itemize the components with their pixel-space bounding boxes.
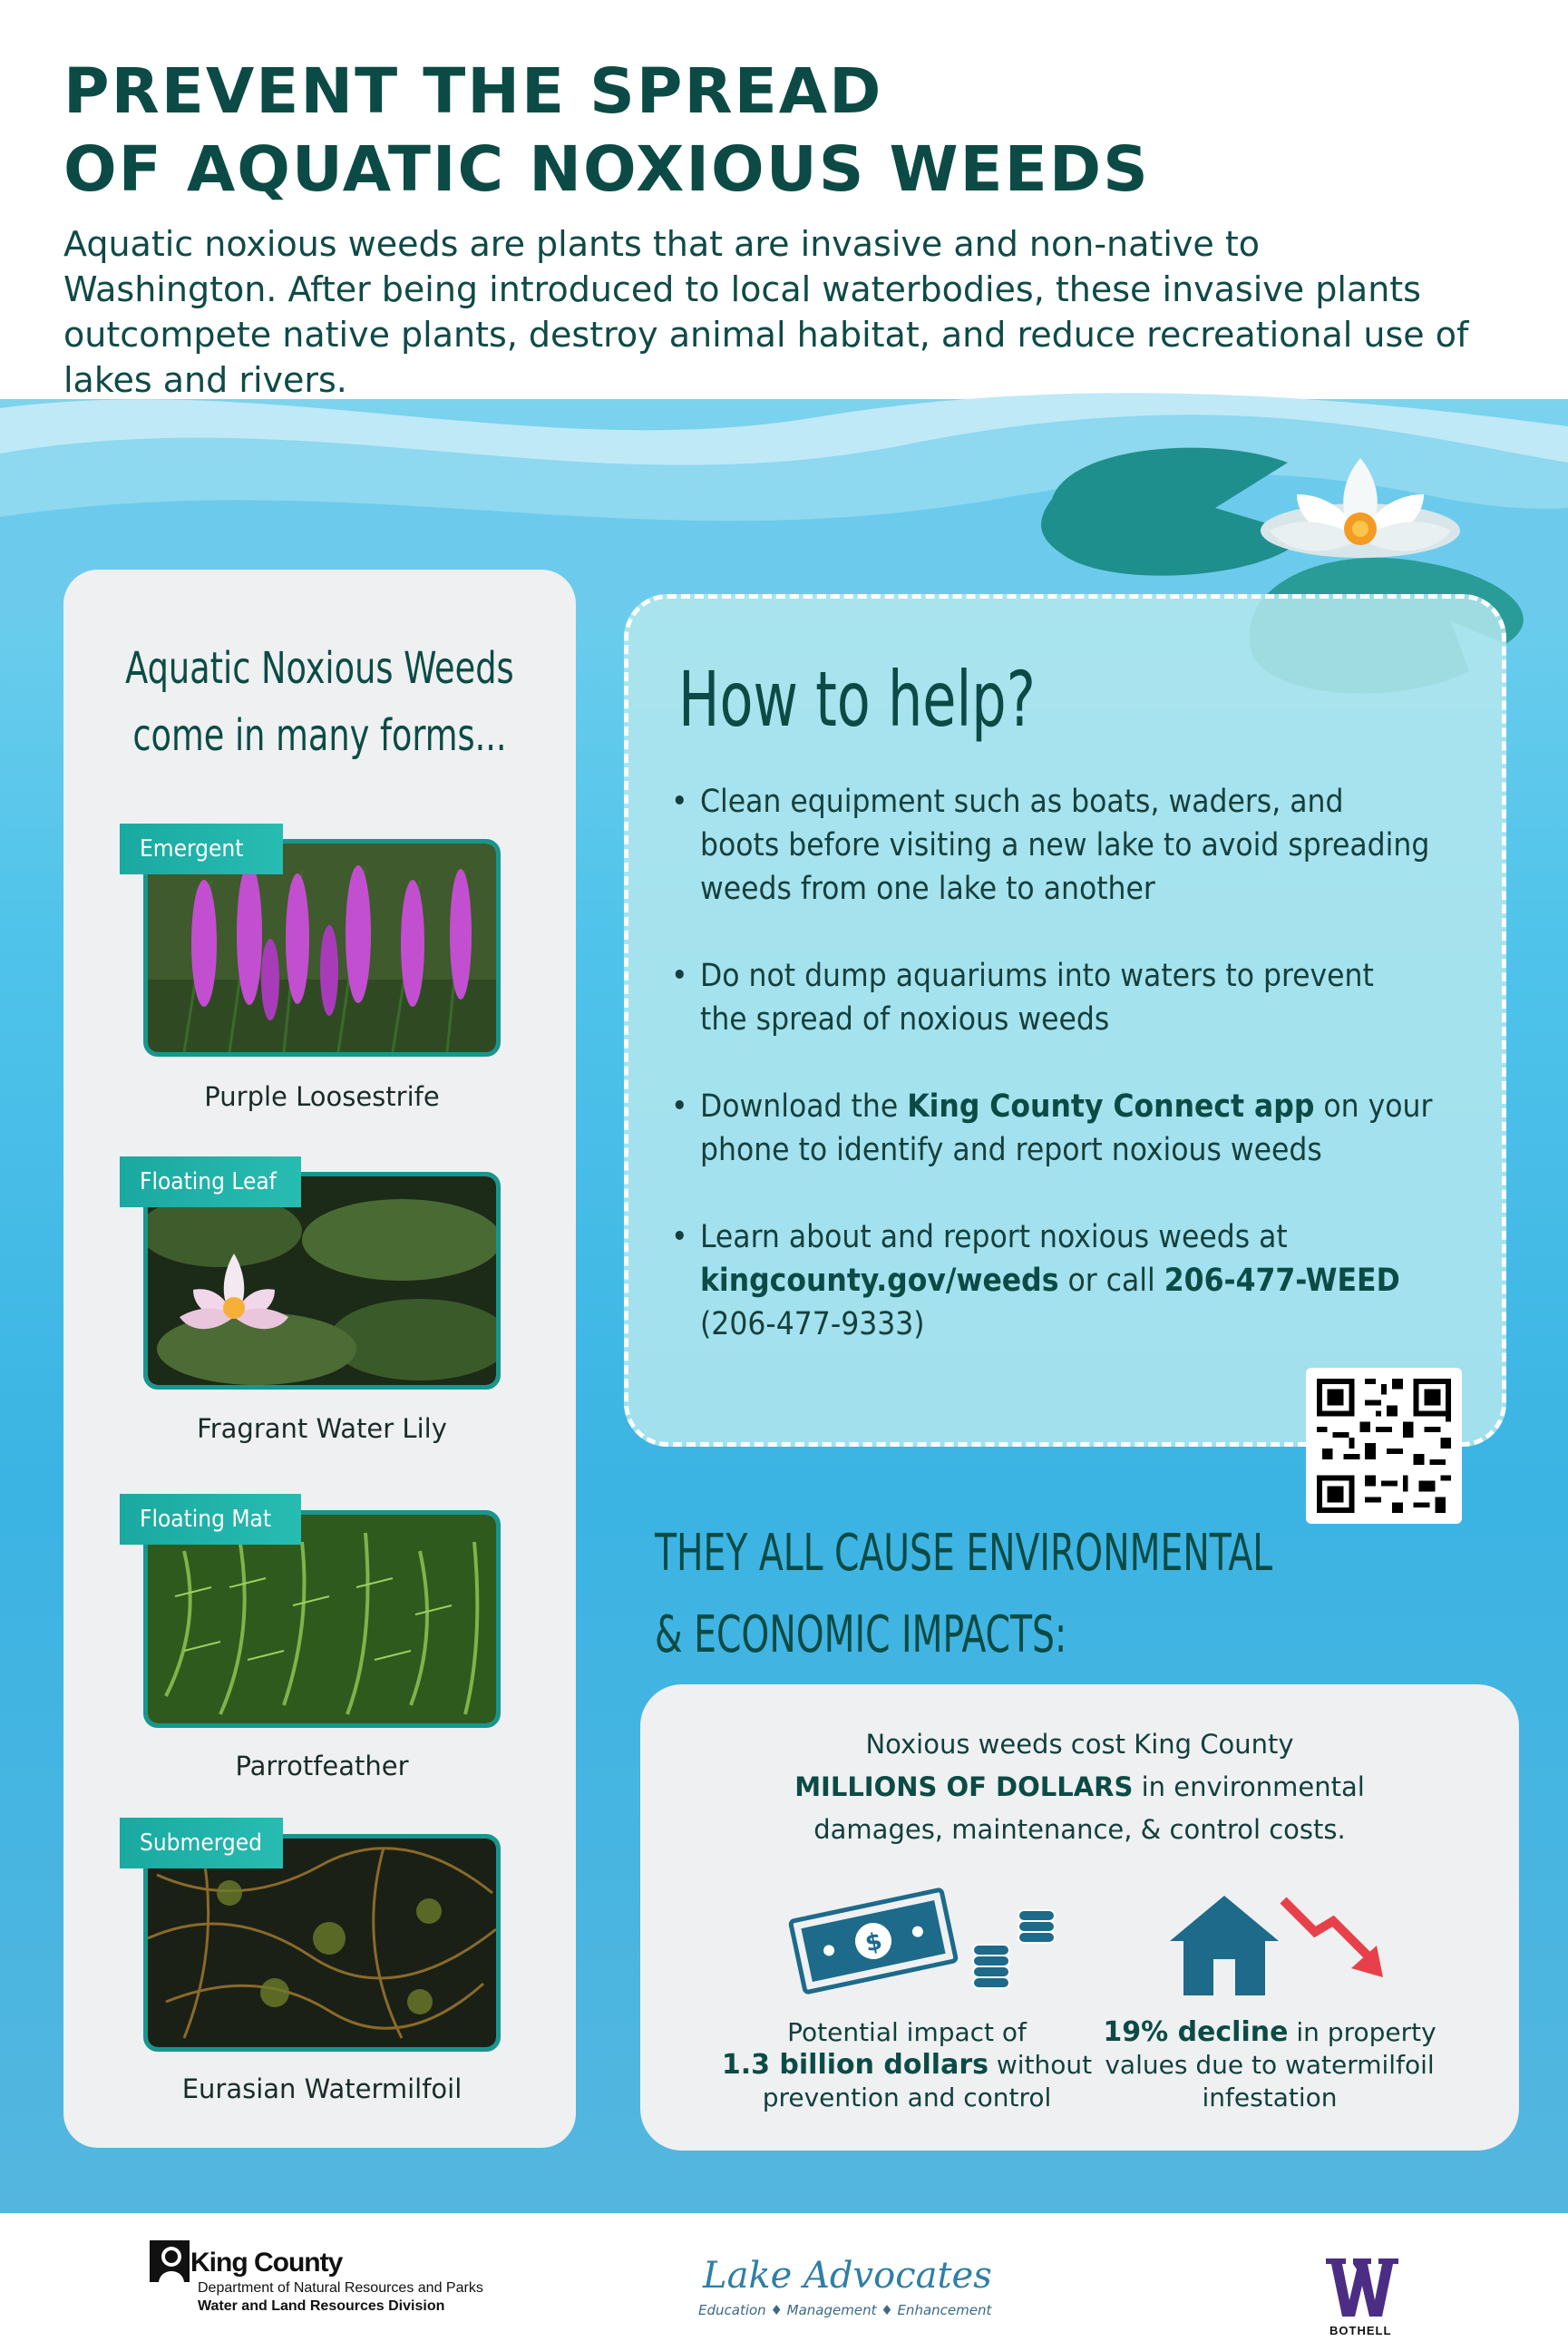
plant-name: Purple Loosestrife xyxy=(204,1081,440,1112)
king-county-logo-icon xyxy=(150,2240,190,2282)
plant-type-tag: Floating Mat xyxy=(120,1494,301,1545)
help-list xyxy=(671,780,1469,1346)
help-line: or call xyxy=(1058,1263,1164,1299)
stat-line: prevention and control xyxy=(762,2083,1052,2112)
intro-line: Washington. After being introduced to local waterbodies, these invasive plants xyxy=(63,269,1421,309)
page-title xyxy=(63,53,1150,209)
weeds-website-link[interactable]: kingcounty.gov/weeds xyxy=(700,1263,1059,1299)
intro-line: Aquatic noxious weeds are plants that are invasive and non-native to xyxy=(63,224,1260,264)
summary-line: Noxious weeds cost King County xyxy=(865,1729,1294,1760)
stat-line: infestation xyxy=(1202,2083,1338,2112)
uw-campus-label: BOTHELL xyxy=(1329,2324,1392,2337)
plant-name: Parrotfeather xyxy=(235,1751,409,1781)
stat-line: values due to watermilfoil xyxy=(1105,2050,1435,2080)
king-county-division: Water and Land Resources Division xyxy=(198,2298,445,2314)
stat-line: without xyxy=(988,2050,1093,2080)
weed-forms-heading xyxy=(48,635,591,769)
stat-emphasis: 19% decline xyxy=(1103,2016,1289,2048)
impacts-heading xyxy=(655,1513,1272,1676)
title-line-2: OF AQUATIC NOXIOUS WEEDS xyxy=(63,133,1150,206)
stat-line: in property xyxy=(1288,2017,1437,2047)
how-to-help-title: How to help? xyxy=(678,655,1036,744)
summary-line: damages, maintenance, & control costs. xyxy=(813,1814,1346,1845)
plant-type-tag: Floating Leaf xyxy=(120,1156,301,1207)
plant-name: Eurasian Watermilfoil xyxy=(181,2073,463,2104)
forms-heading-line: Aquatic Noxious Weeds xyxy=(125,643,514,694)
help-line: Do not dump aquariums into waters to prevent xyxy=(700,958,1374,994)
lake-advocates-logo: Lake Advocates xyxy=(703,2255,992,2297)
app-name: King County Connect app xyxy=(907,1088,1315,1125)
help-line: on your xyxy=(1314,1088,1433,1125)
impacts-heading-line: & ECONOMIC IMPACTS: xyxy=(655,1605,1067,1664)
impact-summary xyxy=(640,1723,1519,1851)
lake-advocates-tagline: Education ♦ Management ♦ Enhancement xyxy=(698,2302,992,2318)
title-line-1: PREVENT THE SPREAD xyxy=(63,55,883,128)
forms-heading-line: come in many forms... xyxy=(132,710,507,761)
summary-emphasis: MILLIONS OF DOLLARS xyxy=(794,1771,1134,1802)
help-line: boots before visiting a new lake to avoid spreading xyxy=(700,827,1430,863)
stat-emphasis: 1.3 billion dollars xyxy=(721,2049,989,2081)
impacts-heading-line: THEY ALL CAUSE ENVIRONMENTAL xyxy=(655,1524,1273,1583)
help-item xyxy=(671,1085,1469,1215)
help-line: phone to identify and report noxious weeds xyxy=(700,1132,1322,1168)
intro-paragraph xyxy=(63,221,1514,403)
money-icon xyxy=(787,1878,1077,2005)
summary-line: in environmental xyxy=(1133,1771,1365,1802)
intro-line: outcompete native plants, destroy animal habitat, and reduce recreational use of xyxy=(63,315,1469,355)
weed-hotline-number[interactable]: 206-477-WEED xyxy=(1164,1263,1400,1299)
help-line: Learn about and report noxious weeds at xyxy=(700,1219,1288,1255)
help-line: the spread of noxious weeds xyxy=(700,1001,1110,1038)
uw-logo-icon xyxy=(1326,2258,1398,2318)
help-item xyxy=(671,954,1469,1085)
water-lily-flower-icon xyxy=(1261,458,1460,558)
king-county-name: King County xyxy=(190,2248,343,2278)
help-line: Clean equipment such as boats, waders, and xyxy=(700,784,1344,820)
svg-text:$: $ xyxy=(862,1927,885,1958)
king-county-department: Department of Natural Resources and Parks xyxy=(198,2280,483,2296)
weed-hotline-digits: (206-477-9333) xyxy=(700,1306,925,1342)
plant-name: Fragrant Water Lily xyxy=(197,1413,447,1444)
qr-code-icon[interactable] xyxy=(1306,1368,1462,1524)
intro-line: lakes and rivers. xyxy=(63,360,347,400)
help-item xyxy=(671,1215,1469,1346)
help-line: Download the xyxy=(700,1088,908,1125)
property-decline-icon xyxy=(1170,1896,1406,2005)
impact-stat-cost xyxy=(716,2016,1097,2114)
impact-stat-property xyxy=(1097,2016,1442,2114)
plant-type-tag: Emergent xyxy=(120,824,283,874)
help-line: weeds from one lake to another xyxy=(700,871,1155,907)
stat-line: Potential impact of xyxy=(787,2017,1027,2047)
plant-type-tag: Submerged xyxy=(120,1818,283,1868)
help-item xyxy=(671,780,1469,954)
